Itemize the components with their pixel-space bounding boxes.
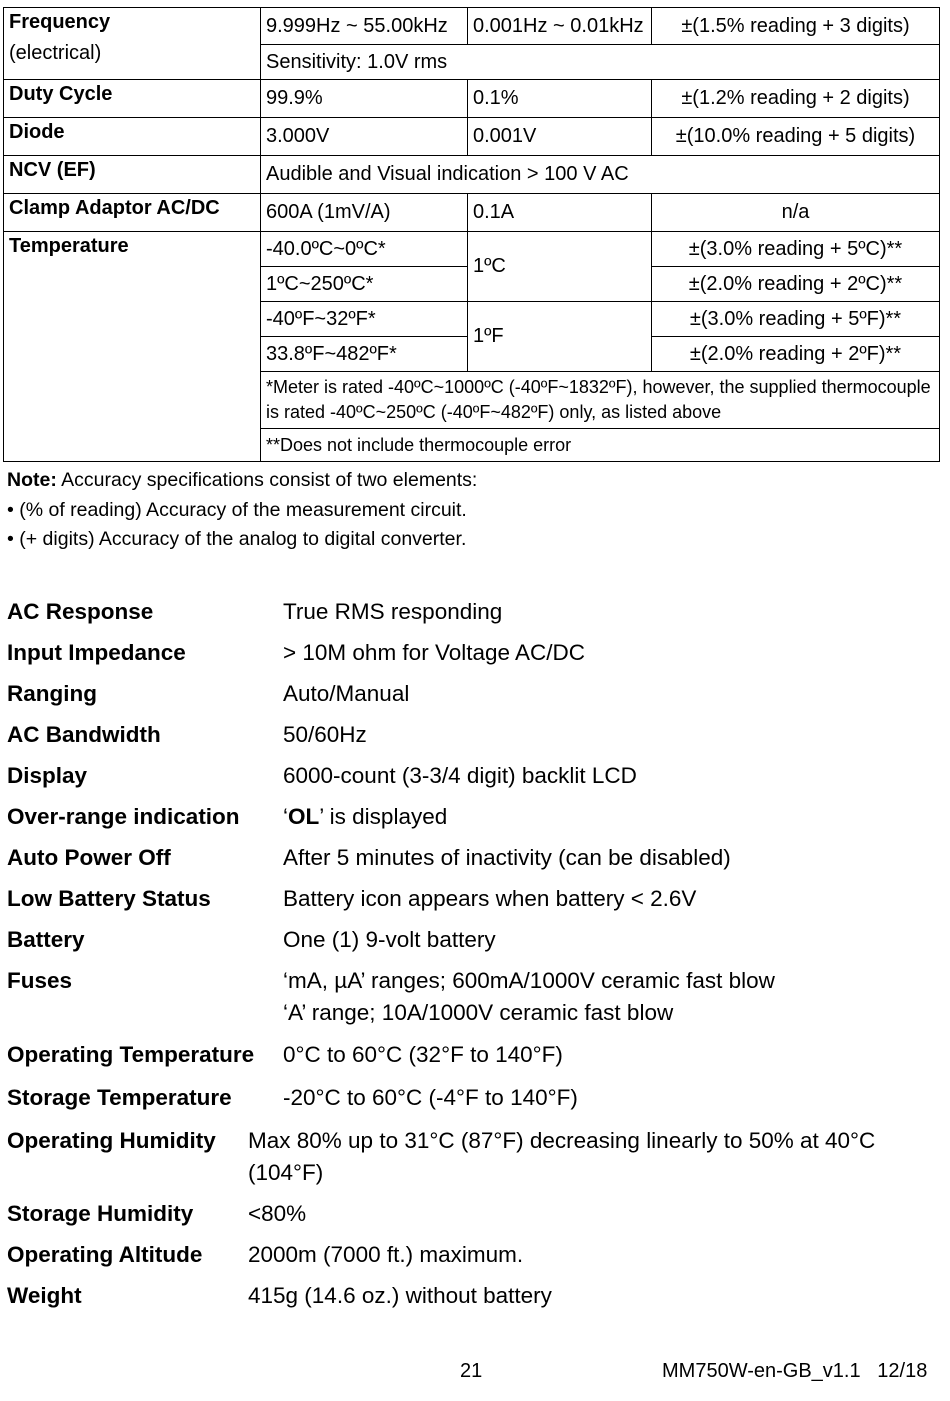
duty-cycle-range: 99.9%	[261, 80, 468, 118]
temperature-resolution-c: 1ºC	[468, 232, 652, 302]
diode-accuracy: ±(10.0% reading + 5 digits)	[652, 118, 940, 156]
spec-label: AC Response	[7, 599, 154, 624]
clamp-accuracy: n/a	[652, 194, 940, 232]
spec-value	[283, 801, 937, 833]
note-bullet-1: • (% of reading) Accuracy of the measurement circuit.	[7, 498, 467, 521]
spec-value: 6000-count (3-3/4 digit) backlit LCD	[283, 763, 637, 788]
note-bullet-2: • (+ digits) Accuracy of the analog to digital converter.	[7, 528, 467, 550]
table-row-temperature-1	[4, 232, 940, 267]
ol-text: OL	[288, 804, 320, 829]
duty-cycle-accuracy: ±(1.2% reading + 2 digits)	[652, 80, 940, 118]
spec-value: -20°C to 60°C (-4°F to 140°F)	[283, 1085, 578, 1110]
spec-label: Storage Humidity	[7, 1201, 194, 1226]
table-row-ncv	[4, 156, 940, 194]
spec-label: Storage Temperature	[7, 1085, 232, 1110]
spec-value: 50/60Hz	[283, 722, 367, 747]
spec-label: Operating Altitude	[7, 1242, 203, 1267]
frequency-accuracy: ±(1.5% reading + 3 digits)	[652, 8, 940, 45]
spec-value: True RMS responding	[283, 599, 503, 624]
duty-cycle-label: Duty Cycle	[4, 80, 261, 118]
spec-fuses	[7, 965, 937, 1029]
spec-value: 2000m (7000 ft.) maximum.	[248, 1242, 524, 1267]
table-row-duty-cycle	[4, 80, 940, 118]
temperature-accuracy-3: ±(3.0% reading + 5ºF)**	[652, 302, 940, 337]
fuse-line-2: ‘A’ range; 10A/1000V ceramic fast blow	[283, 1000, 674, 1025]
frequency-resolution: 0.001Hz ~ 0.01kHz	[468, 8, 652, 45]
temperature-note-1: *Meter is rated -40ºC~1000ºC (-40ºF~1832ºF), however, the supplied thermocouple is rated -40ºC~250ºC (-40ºF~482ºF) only, as listed above	[261, 372, 940, 429]
spec-label: Auto Power Off	[7, 845, 171, 870]
frequency-label-line2: (electrical)	[9, 42, 102, 64]
spec-display	[7, 760, 937, 792]
temperature-accuracy-1: ±(3.0% reading + 5ºC)**	[652, 232, 940, 267]
frequency-sensitivity: Sensitivity: 1.0V rms	[261, 45, 940, 80]
table-row-clamp-adaptor	[4, 194, 940, 232]
spec-low-battery	[7, 883, 937, 915]
table-row-frequency	[4, 8, 940, 45]
note-text: Accuracy specifications consist of two elements:	[61, 469, 478, 491]
spec-auto-power-off	[7, 842, 937, 874]
spec-label: Operating Humidity	[7, 1128, 216, 1153]
spec-value: <80%	[248, 1201, 307, 1226]
temperature-accuracy-2: ±(2.0% reading + 2ºC)**	[652, 267, 940, 302]
spec-label: Ranging	[7, 681, 97, 706]
temperature-range-2: 1ºC~250ºC*	[261, 267, 468, 302]
spec-label: Battery	[7, 927, 85, 952]
spec-operating-temperature	[7, 1039, 937, 1071]
spec-operating-humidity	[7, 1125, 937, 1189]
spec-label: Operating Temperature	[7, 1042, 255, 1067]
spec-ac-bandwidth	[7, 719, 937, 751]
note-line	[7, 466, 477, 496]
spec-label: Weight	[7, 1283, 82, 1308]
spec-label: Input Impedance	[7, 640, 186, 665]
spec-value	[283, 965, 937, 1029]
spec-ac-response	[7, 596, 937, 628]
temperature-range-3: -40ºF~32ºF*	[261, 302, 468, 337]
ncv-value: Audible and Visual indication > 100 V AC	[261, 156, 940, 194]
spec-label: Low Battery Status	[7, 886, 211, 911]
spec-operating-altitude	[7, 1239, 937, 1271]
spec-label: AC Bandwidth	[7, 722, 161, 747]
spec-ranging	[7, 678, 937, 710]
clamp-resolution: 0.1A	[468, 194, 652, 232]
spec-value: One (1) 9-volt battery	[283, 927, 496, 952]
spec-label: Display	[7, 763, 88, 788]
diode-range: 3.000V	[261, 118, 468, 156]
page-number: 21	[460, 1360, 483, 1382]
spec-label: Over-range indication	[7, 804, 240, 829]
document-id: MM750W-en-GB_v1.1 12/18	[662, 1360, 928, 1382]
spec-storage-humidity	[7, 1198, 937, 1230]
spec-value: Battery icon appears when battery < 2.6V	[283, 886, 697, 911]
spec-value: 415g (14.6 oz.) without battery	[248, 1283, 552, 1308]
spec-value: 0°C to 60°C (32°F to 140°F)	[283, 1042, 563, 1067]
temperature-resolution-f: 1ºF	[468, 302, 652, 372]
temperature-note-2: **Does not include thermocouple error	[261, 429, 940, 462]
frequency-label	[4, 8, 261, 80]
spec-value: > 10M ohm for Voltage AC/DC	[283, 640, 586, 665]
frequency-range: 9.999Hz ~ 55.00kHz	[261, 8, 468, 45]
note-label: Note:	[7, 469, 57, 491]
temperature-range-1: -40.0ºC~0ºC*	[261, 232, 468, 267]
spec-battery	[7, 924, 937, 956]
general-specifications	[7, 596, 937, 1312]
fuse-line-1: ‘mA, µA’ ranges; 600mA/1000V ceramic fast blow	[283, 968, 775, 993]
temperature-label: Temperature	[4, 232, 261, 462]
frequency-label-line1: Frequency	[9, 11, 111, 33]
spec-value-rest: ’ is displayed	[319, 804, 448, 829]
spec-label: Fuses	[7, 968, 73, 993]
spec-over-range	[7, 801, 937, 833]
ncv-label: NCV (EF)	[4, 156, 261, 194]
table-row-diode	[4, 118, 940, 156]
spec-storage-temperature	[7, 1082, 937, 1114]
specifications-table	[3, 7, 940, 462]
spec-input-impedance	[7, 637, 937, 669]
accuracy-notes	[7, 466, 477, 555]
spec-value: Max 80% up to 31°C (87°F) decreasing linearly to 50% at 40°C (104°F)	[248, 1128, 876, 1185]
temperature-accuracy-4: ±(2.0% reading + 2ºF)**	[652, 337, 940, 372]
spec-value: Auto/Manual	[283, 681, 410, 706]
spec-weight	[7, 1280, 937, 1312]
clamp-range: 600A (1mV/A)	[261, 194, 468, 232]
diode-resolution: 0.001V	[468, 118, 652, 156]
temperature-range-4: 33.8ºF~482ºF*	[261, 337, 468, 372]
quote-open: ‘	[283, 804, 288, 829]
clamp-label: Clamp Adaptor AC/DC	[4, 194, 261, 232]
diode-label: Diode	[4, 118, 261, 156]
duty-cycle-resolution: 0.1%	[468, 80, 652, 118]
spec-value: After 5 minutes of inactivity (can be disabled)	[283, 845, 731, 870]
